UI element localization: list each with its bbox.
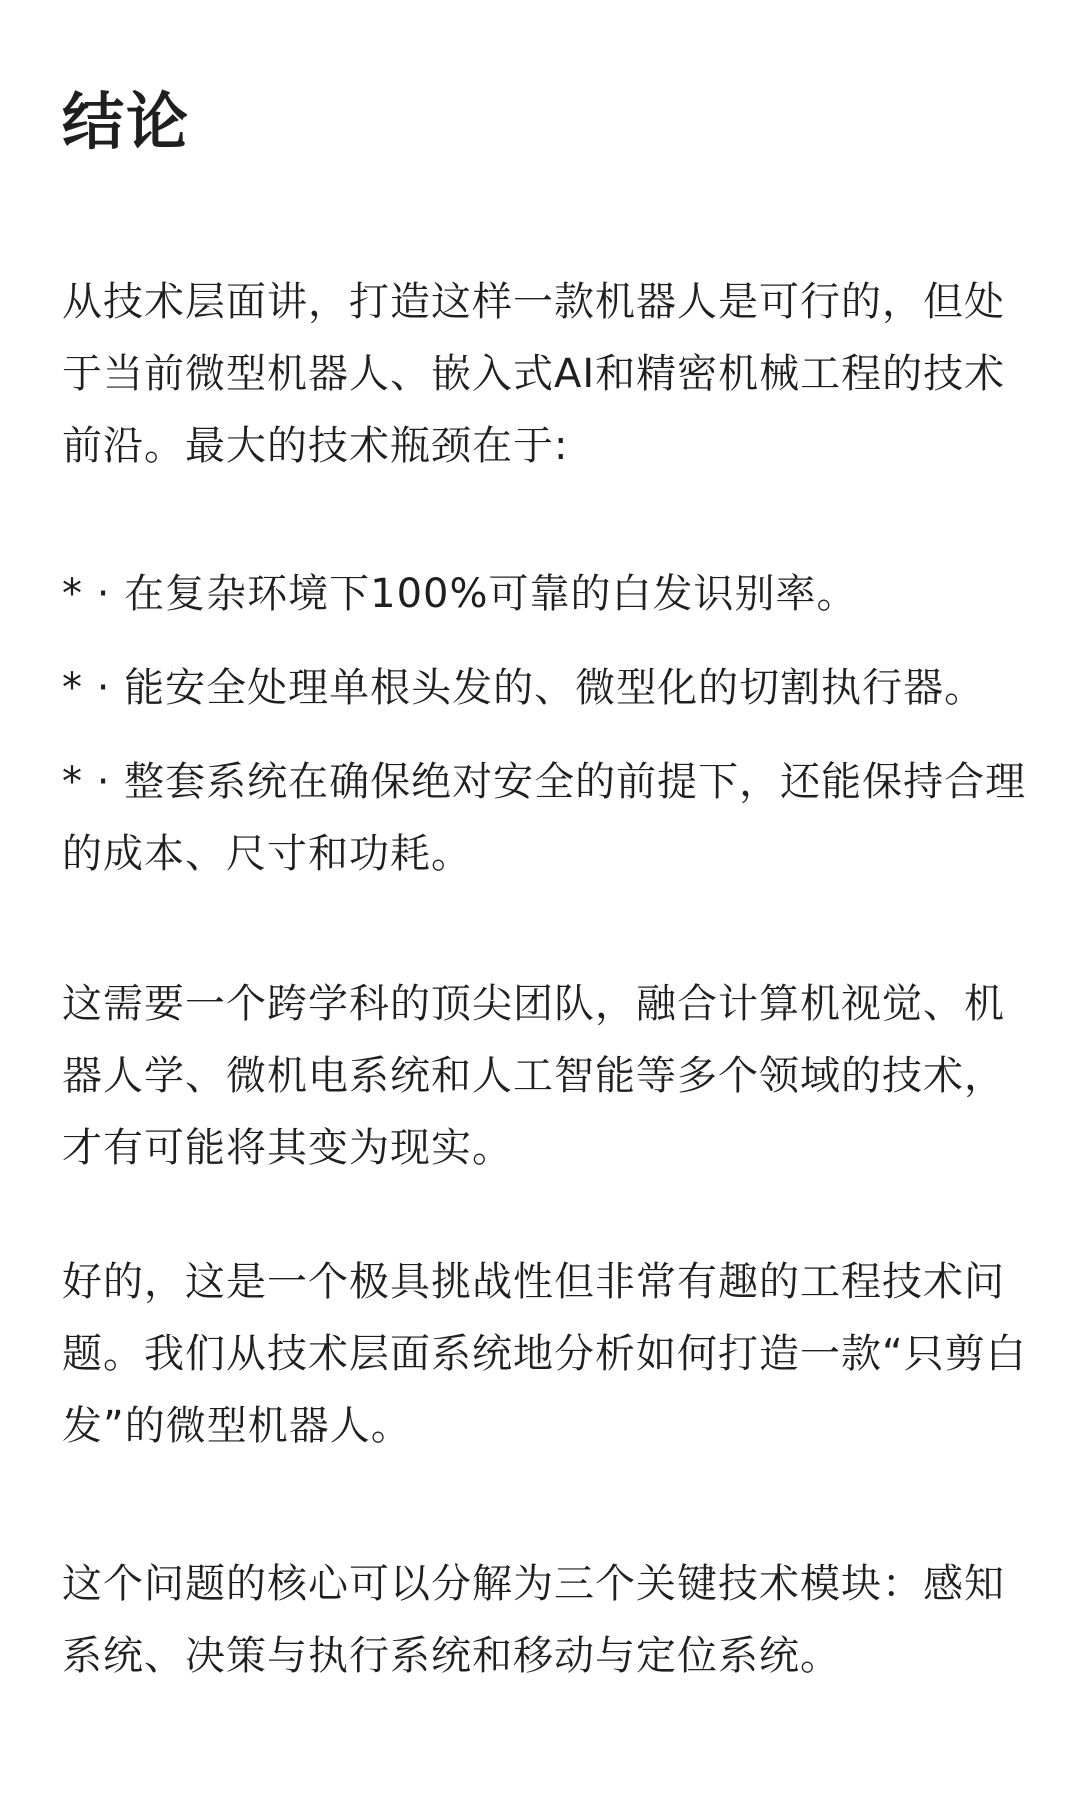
list-item xyxy=(62,652,1030,724)
list-item xyxy=(62,558,1030,630)
bullet-text: 整套系统在确保绝对安全的前提下，还能保持合理的成本、尺寸和功耗。 xyxy=(62,759,1027,877)
bullet-marker: * · xyxy=(62,665,125,711)
conclusion-heading: 结论 xyxy=(62,85,191,158)
bullet-marker: * · xyxy=(62,759,125,805)
bullet-marker: * · xyxy=(62,571,125,617)
bullet-text: 在复杂环境下100%可靠的白发识别率。 xyxy=(124,571,858,617)
intro-paragraph: 从技术层面讲，打造这样一款机器人是可行的，但处于当前微型机器人、嵌入式AI和精密机械工程的技术前沿。最大的技术瓶颈在于: xyxy=(62,279,1006,469)
modules-paragraph: 这个问题的核心可以分解为三个关键技术模块：感知系统、决策与执行系统和移动与定位系统。 xyxy=(62,1561,1005,1679)
bullet-text: 能安全处理单根头发的、微型化的切割执行器。 xyxy=(124,665,986,711)
list-item xyxy=(62,746,1030,890)
team-paragraph: 这需要一个跨学科的顶尖团队，融合计算机视觉、机器人学、微机电系统和人工智能等多个领域的技术，才有可能将其变为现实。 xyxy=(62,981,1005,1171)
bottleneck-list xyxy=(62,558,1030,912)
response-intro-paragraph: 好的，这是一个极具挑战性但非常有趣的工程技术问题。我们从技术层面系统地分析如何打造一款“只剪白发”的微型机器人。 xyxy=(62,1259,1027,1449)
